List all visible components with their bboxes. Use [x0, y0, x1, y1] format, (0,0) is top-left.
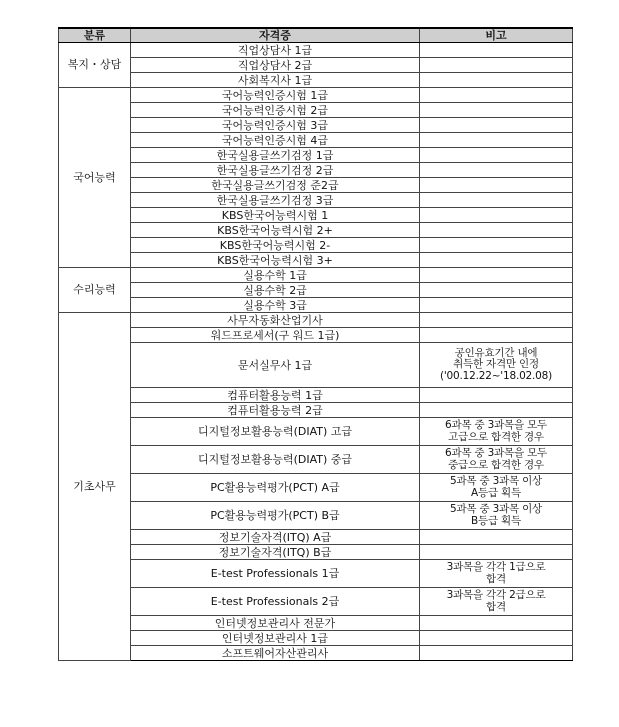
certificate-cell: 실용수학 3급 — [131, 298, 420, 313]
note-cell — [420, 446, 573, 474]
note-cell — [420, 73, 573, 88]
header-category: 분류 — [59, 28, 131, 43]
note-cell — [420, 418, 573, 446]
table-row — [59, 313, 573, 328]
note-cell — [420, 588, 573, 616]
note-cell — [420, 313, 573, 328]
table-row — [59, 133, 573, 148]
table-row — [59, 223, 573, 238]
certificate-cell: 인터넷정보관리사 전문가 — [131, 616, 420, 631]
certificate-cell: 사회복지사 1급 — [131, 73, 420, 88]
certificate-cell: 사무자동화산업기사 — [131, 313, 420, 328]
table-row — [59, 474, 573, 502]
table-row — [59, 118, 573, 133]
note-cell — [420, 178, 573, 193]
category-welfare: 복지・상담 — [59, 43, 131, 88]
table-row — [59, 446, 573, 474]
note-cell — [420, 163, 573, 178]
note-line: 6과목 중 3과목을 모두 — [445, 447, 547, 459]
note-line: 3과목을 각각 1급으로 — [446, 561, 546, 573]
table-row — [59, 178, 573, 193]
note-cell — [420, 88, 573, 103]
note-cell — [420, 502, 573, 530]
certificate-cell: E-test Professionals 2급 — [131, 588, 420, 616]
certificate-cell: 국어능력인증시험 2급 — [131, 103, 420, 118]
note-cell — [420, 646, 573, 661]
certificate-cell: 정보기술자격(ITQ) A급 — [131, 530, 420, 545]
category-math: 수리능력 — [59, 268, 131, 313]
certificate-cell: 컴퓨터활용능력 2급 — [131, 403, 420, 418]
note-cell — [420, 103, 573, 118]
note-cell — [420, 298, 573, 313]
category-office: 기초사무 — [59, 313, 131, 661]
certificate-cell: 한국실용글쓰기검정 2급 — [131, 163, 420, 178]
certificate-cell: KBS한국어능력시험 1 — [131, 208, 420, 223]
table-row — [59, 502, 573, 530]
note-cell — [420, 474, 573, 502]
note-cell — [420, 118, 573, 133]
note-cell — [420, 58, 573, 73]
certificate-cell: KBS한국어능력시험 3+ — [131, 253, 420, 268]
certificate-cell: KBS한국어능력시험 2- — [131, 238, 420, 253]
table-row — [59, 193, 573, 208]
note-cell — [420, 253, 573, 268]
note-line: 고급으로 합격한 경우 — [448, 430, 544, 443]
certificate-cell: 워드프로세서(구 워드 1급) — [131, 328, 420, 343]
certificate-cell: KBS한국어능력시험 2+ — [131, 223, 420, 238]
note-line: 합격 — [486, 600, 506, 613]
note-cell — [420, 148, 573, 163]
note-line: 중급으로 합격한 경우 — [448, 458, 544, 471]
table-row — [59, 283, 573, 298]
table-row — [59, 343, 573, 388]
note-line: 5과목 중 3과목 이상 — [450, 475, 542, 487]
certificate-cell: 문서실무사 1급 — [131, 343, 420, 388]
note-cell — [420, 343, 573, 388]
note-cell — [420, 208, 573, 223]
certificate-table — [58, 27, 573, 661]
table-row — [59, 43, 573, 58]
note-cell — [420, 223, 573, 238]
note-cell — [420, 403, 573, 418]
note-cell — [420, 43, 573, 58]
note-line: 합격 — [486, 572, 506, 585]
note-cell — [420, 545, 573, 560]
certificate-cell: 직업상담사 2급 — [131, 58, 420, 73]
header-row — [59, 28, 573, 43]
table-row — [59, 148, 573, 163]
note-cell — [420, 193, 573, 208]
table-row — [59, 403, 573, 418]
note-line: 공인유효기간 내에 — [454, 346, 538, 359]
certificate-cell: 디지털정보활용능력(DIAT) 고급 — [131, 418, 420, 446]
table-row — [59, 238, 573, 253]
table-row — [59, 88, 573, 103]
note-line: ('00.12.22~'18.02.08) — [439, 369, 553, 382]
table-row — [59, 58, 573, 73]
table-row — [59, 588, 573, 616]
category-korean: 국어능력 — [59, 88, 131, 268]
note-cell — [420, 560, 573, 588]
table-row — [59, 73, 573, 88]
note-line: 취득한 자격만 인정 — [453, 358, 539, 371]
certificate-cell: PC활용능력평가(PCT) A급 — [131, 474, 420, 502]
note-cell — [420, 328, 573, 343]
table-row — [59, 418, 573, 446]
note-cell — [420, 133, 573, 148]
certificate-cell: 디지털정보활용능력(DIAT) 중급 — [131, 446, 420, 474]
table-row — [59, 560, 573, 588]
table-row — [59, 163, 573, 178]
note-cell — [420, 616, 573, 631]
table-row — [59, 328, 573, 343]
certificate-cell: 소프트웨어자산관리사 — [131, 646, 420, 661]
table-row — [59, 545, 573, 560]
note-cell — [420, 388, 573, 403]
certificate-cell: 정보기술자격(ITQ) B급 — [131, 545, 420, 560]
note-cell — [420, 268, 573, 283]
table-row — [59, 530, 573, 545]
table-row — [59, 208, 573, 223]
note-line: 5과목 중 3과목 이상 — [450, 503, 542, 515]
certificate-cell: 실용수학 2급 — [131, 283, 420, 298]
table-row — [59, 103, 573, 118]
table-row — [59, 268, 573, 283]
certificate-cell: 국어능력인증시험 1급 — [131, 88, 420, 103]
certificate-cell: 한국실용글쓰기검정 3급 — [131, 193, 420, 208]
note-cell — [420, 631, 573, 646]
table-row — [59, 616, 573, 631]
note-cell — [420, 530, 573, 545]
table-row — [59, 646, 573, 661]
certificate-cell: PC활용능력평가(PCT) B급 — [131, 502, 420, 530]
table-row — [59, 388, 573, 403]
note-line: 3과목을 각각 2급으로 — [446, 589, 546, 601]
certificate-cell: E-test Professionals 1급 — [131, 560, 420, 588]
certificate-cell: 실용수학 1급 — [131, 268, 420, 283]
note-line: B등급 획득 — [471, 514, 521, 527]
header-note: 비고 — [420, 28, 573, 43]
certificate-cell: 인터넷정보관리사 1급 — [131, 631, 420, 646]
note-line: A등급 획득 — [471, 486, 521, 499]
header-certificate: 자격증 — [131, 28, 420, 43]
note-cell — [420, 238, 573, 253]
table-row — [59, 253, 573, 268]
certificate-cell: 국어능력인증시험 4급 — [131, 133, 420, 148]
certificate-cell: 한국실용글쓰기검정 1급 — [131, 148, 420, 163]
note-line: 6과목 중 3과목을 모두 — [445, 419, 547, 431]
certificate-cell: 컴퓨터활용능력 1급 — [131, 388, 420, 403]
table-row — [59, 298, 573, 313]
table-row — [59, 631, 573, 646]
certificate-cell: 국어능력인증시험 3급 — [131, 118, 420, 133]
note-cell — [420, 283, 573, 298]
certificate-cell: 한국실용글쓰기검정 준2급 — [131, 178, 420, 193]
certificate-cell: 직업상담사 1급 — [131, 43, 420, 58]
